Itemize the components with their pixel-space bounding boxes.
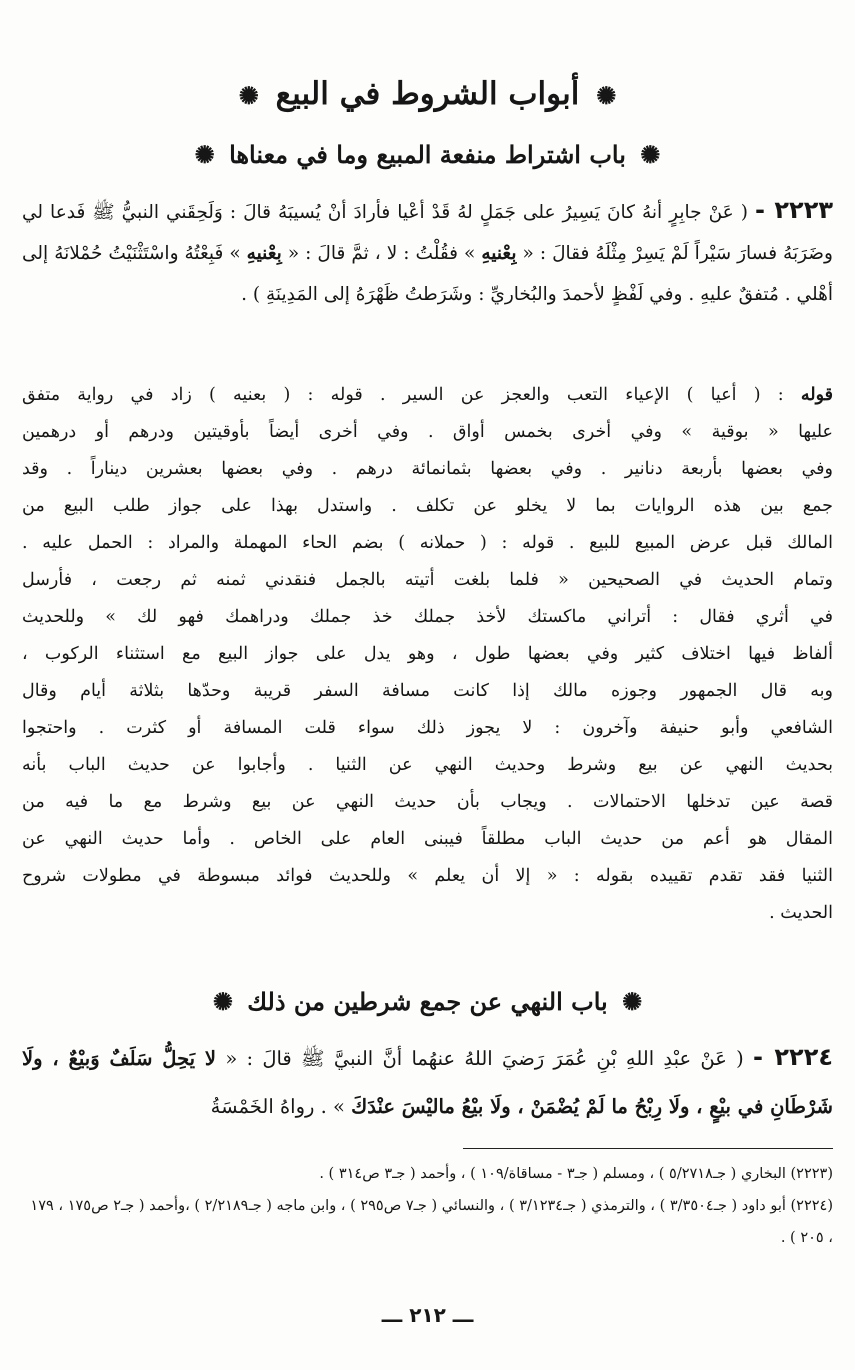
commentary-block xyxy=(22,377,833,932)
page-number: ـــ ٢١٢ ـــ xyxy=(381,1303,474,1327)
commentary-text: في أثري فقال : أتراني ماكستك لأخذ جملك خذ جملك ودراهمك فهو لك » وللحديث xyxy=(22,607,833,627)
star-ornament-icon: ✺ xyxy=(212,987,233,1016)
commentary-line xyxy=(22,747,833,784)
commentary-text: الحديث . xyxy=(769,903,833,923)
hadith-quote: بِعْنيهِ xyxy=(246,243,282,264)
section-heading-2 xyxy=(0,987,855,1016)
commentary-text: عليها « بوقية » وفي أخرى بخمس أواق . وفي أخرى أيضاً بأوقيتين ودرهم أو درهمين xyxy=(22,422,833,442)
section-heading-1 xyxy=(0,140,855,169)
chapter-title-text: أبواب الشروط في البيع xyxy=(275,76,580,112)
commentary-text: بحديث النهي عن بيع وشرط وحديث النهي عن الثنيا . وأجابوا عن حديث الباب بأنه xyxy=(22,755,833,775)
commentary-line xyxy=(22,821,833,858)
hadith-number: ٢٢٢٣ - xyxy=(754,196,833,224)
hadith-text: ( عَنْ عبْدِ اللهِ بْنِ عُمَرَ رَضيَ اللهُ عنهُما أنَّ النبيَّ ﷺ قالَ : « xyxy=(225,1047,744,1070)
commentary-line xyxy=(22,784,833,821)
commentary-line xyxy=(22,858,833,895)
footnote: (٢٢٢٤) أبو داود ( جـ٣/٣٥٠٤ ) ، والترمذي ( جـ٣/١٢٣٤ ) ، والنسائي ( جـ٧ ص٢٩٥ ) ، وابن ماجه ( جـ٢/٢١٨٩ ) ،وأحمد ( جـ٢ ص١٧٥ ، ١٧٩ ، ٢٠٥ ) . xyxy=(30,1198,833,1246)
hadith-quote: بِعْنيهِ xyxy=(481,243,517,264)
commentary-text: قصة عين تدخلها الاحتمالات . ويجاب بأن حديث النهي عن بيع وشرط مع ما فيه من xyxy=(22,792,833,812)
commentary-text: المقال هو أعم من حديث الباب مطلقاً فيبنى العام على الخاص . وأما حديث النهي عن xyxy=(22,829,833,849)
hadith-text: » . رواهُ الخَمْسَةُ xyxy=(210,1095,345,1118)
hadith-quote: لا يَحِلُّ سَلَفٌ وَبيْعٌ ، ولَا شَرْطَانِ في بيْعٍ ، ولَا رِبْحُ ما لَمْ يُضْمَنْ ، ولَا بيْعُ ماليْسَ عنْدَكَ xyxy=(22,1047,833,1118)
hadith-text: » فقُلْتُ : لا ، ثمَّ قالَ : « xyxy=(287,243,476,264)
hadith-2223 xyxy=(22,190,833,315)
star-ornament-icon: ✺ xyxy=(596,81,617,110)
section-heading-1-text: باب اشتراط منفعة المبيع وما في معناها xyxy=(229,140,626,169)
commentary-line xyxy=(22,895,833,932)
star-ornament-icon: ✺ xyxy=(194,140,215,169)
commentary-line xyxy=(22,562,833,599)
hadith-text: » فَبِعْتُهُ واسْتَثْنَيْتُ حُمْلانَهُ إلى أهْلي . مُتفقٌ عليهِ . وفي لَفْظٍ لأحمدَ والبُخاريِّ : وشَرَطتُ ظَهْرَهُ إلى المَدِينَةِ ) . xyxy=(22,243,833,305)
hadith-number: ٢٢٢٤ - xyxy=(753,1043,833,1071)
commentary-line xyxy=(22,377,833,414)
commentary-line xyxy=(22,673,833,710)
commentary-line xyxy=(22,414,833,451)
commentary-text: الشافعي وأبو حنيفة وآخرون : لا يجوز ذلك سواء قلت المسافة أو كثرت . واحتجوا xyxy=(22,718,833,738)
footnotes xyxy=(22,1158,833,1254)
star-ornament-icon: ✺ xyxy=(238,81,259,110)
hadith-2224 xyxy=(22,1033,833,1131)
hadith-text: ( عَنْ جابِرٍ أنهُ كانَ يَسِيرُ على جَمَلٍ لهُ قَدْ أعْيا فأرادَ أنْ يُسيبَهُ قالَ : وَلَحِقَني النبيُّ ﷺ فَدعا لي وضَرَبَهُ فسارَ سَيْراً لَمْ يَسِرْ مِثْلَهُ فقالَ : « xyxy=(22,202,833,264)
commentary-text: : ( أعيا ) الإعياء التعب والعجز عن السير . قوله : ( بعنيه ) زاد في رواية متفق xyxy=(22,385,801,405)
commentary-keyword: قوله xyxy=(800,385,833,405)
commentary-line xyxy=(22,710,833,747)
commentary-text: جمع بين هذه الروايات بما لا يخلو عن تكلف . واستدل بهذا على جواز طلب البيع من xyxy=(22,496,833,516)
commentary-text: وبه قال الجمهور وجوزه مالك إذا كانت مسافة السفر قريبة وحدّها بثلاثة أيام وقال xyxy=(22,681,833,701)
star-ornament-icon: ✺ xyxy=(622,987,643,1016)
commentary-line xyxy=(22,451,833,488)
commentary-text: ألفاظ فيها اختلاف كثير وفي بعضها طول ، وهو يدل على جواز البيع مع استثناء الركوب ، xyxy=(22,644,833,664)
commentary-line xyxy=(22,488,833,525)
commentary-text: وتمام الحديث في الصحيحين « فلما بلغت أتيته بالجمل فنقدني ثمنه ثم رجعت ، فأرسل xyxy=(22,570,833,590)
section-heading-2-text: باب النهي عن جمع شرطين من ذلك xyxy=(247,987,608,1016)
commentary-line xyxy=(22,525,833,562)
footnote: (٢٢٢٣) البخاري ( جـ٥/٢٧١٨ ) ، ومسلم ( جـ٣ - مساقاة/١٠٩ ) ، وأحمد ( جـ٣ ص٣١٤ ) . xyxy=(319,1166,833,1182)
chapter-title xyxy=(0,76,855,112)
star-ornament-icon: ✺ xyxy=(640,140,661,169)
commentary-text: الثنيا فقد تقدم تقييده بقوله : « إلا أن يعلم » وللحديث فوائد مبسوطة في مطولات شروح xyxy=(22,866,833,886)
commentary-line xyxy=(22,599,833,636)
commentary-text: المالك قبل عرض المبيع للبيع . قوله : ( حملانه ) بضم الحاء المهملة والمراد : الحمل عليه . xyxy=(22,533,833,553)
commentary-line xyxy=(22,636,833,673)
footnote-divider xyxy=(463,1148,833,1149)
commentary-text: وفي بعضها بأربعة دنانير . وفي بعضها بثمانمائة درهم . وفي بعضها بعشرين ديناراً . وقد xyxy=(22,459,833,479)
